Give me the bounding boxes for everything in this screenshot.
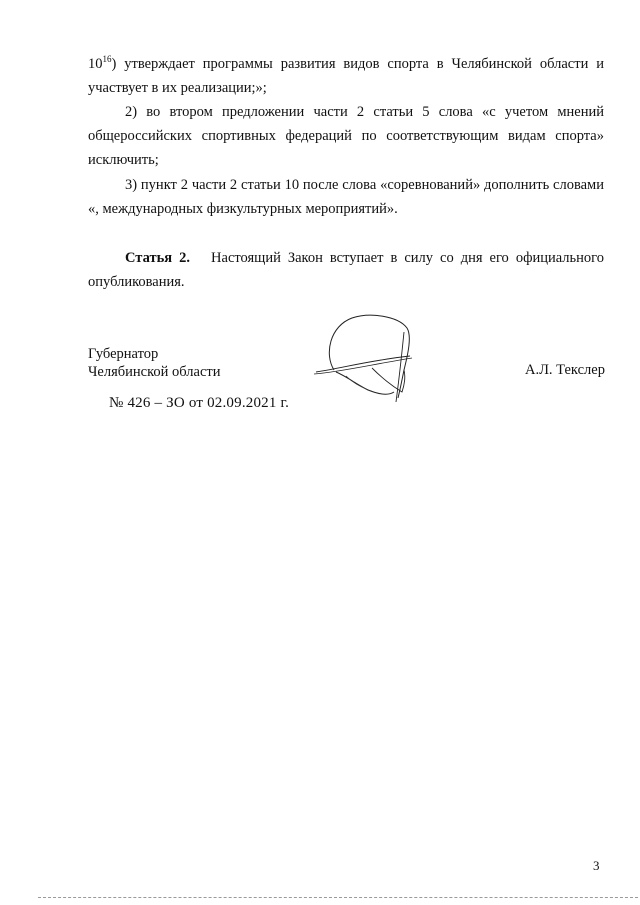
- page-number: 3: [593, 858, 600, 873]
- paragraph-2: [88, 100, 604, 172]
- signer-title-line-2: Челябинской области: [88, 364, 221, 380]
- article-2-heading: Статья 2.: [125, 250, 190, 266]
- signer-title: [88, 345, 221, 381]
- article-2-text: Настоящий Закон вступает в силу со дня его официального опубликования.: [88, 250, 605, 290]
- item-superscript: 16: [102, 54, 112, 64]
- law-number: № 426 – ЗО от 02.09.2021 г.: [109, 395, 290, 411]
- bottom-divider: [38, 897, 638, 898]
- handwritten-signature: [312, 312, 422, 404]
- paragraph-1: [88, 52, 604, 100]
- item-number: 10: [88, 56, 103, 72]
- paragraph-3: [88, 173, 604, 221]
- signer-title-line-1: Губернатор: [88, 346, 159, 362]
- paragraph-3-text: 3) пункт 2 части 2 статьи 10 после слова «соревнований» дополнить словами «, международных физкультурных мероприятий».: [88, 177, 604, 217]
- signer-name: А.Л. Текслер: [525, 362, 605, 378]
- paragraph-2-text: 2) во втором предложении части 2 статьи 5 слова «с учетом мнений общероссийских спортивных федераций по соответствующим видам спорта» исключить;: [88, 104, 604, 168]
- article-2: [88, 246, 604, 294]
- paragraph-1-text: ) утверждает программы развития видов спорта в Челябинской области и участвует в их реализации;»;: [88, 56, 604, 96]
